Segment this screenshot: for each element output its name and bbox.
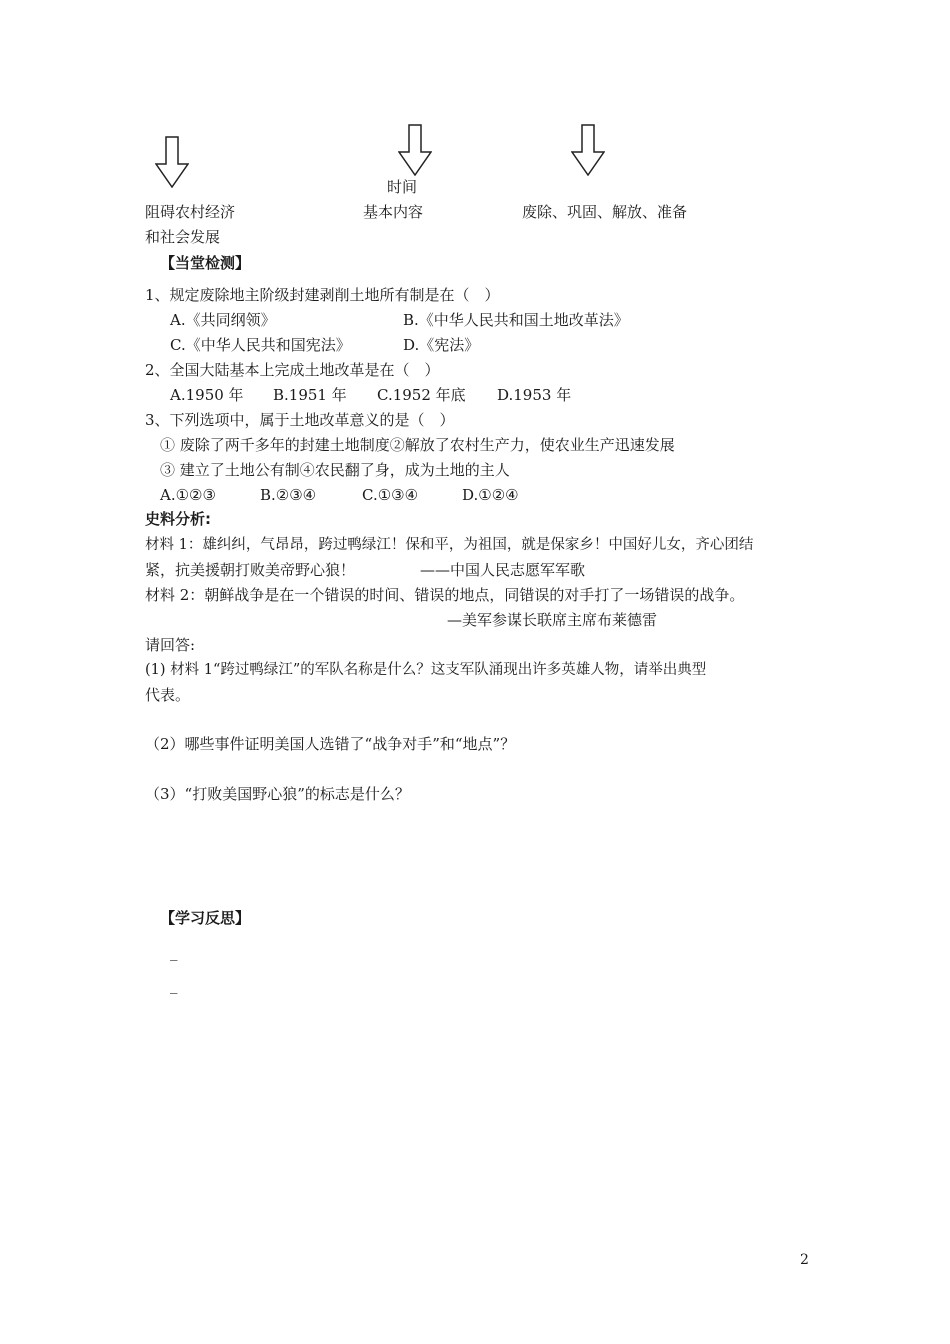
question-3-line-1: ① 废除了两千多年的封建土地制度②解放了农村生产力，使农业生产迅速发展 (160, 436, 675, 454)
question-1-option-b: B.《中华人民共和国土地改革法》 (403, 311, 629, 329)
reflection-answer-line-2: _ (170, 976, 178, 994)
analysis-question-2: （2）哪些事件证明美国人选错了“战争对手”和“地点”？ (145, 735, 516, 753)
question-3-option-a: A.①②③ (160, 486, 216, 504)
question-2-option-d: D.1953 年 (497, 386, 572, 404)
down-arrow-icon (398, 124, 432, 176)
answer-prompt: 请回答: (145, 636, 196, 654)
question-3-stem: 3、下列选项中，属于土地改革意义的是（ ） (145, 411, 455, 429)
question-1-option-c: C.《中华人民共和国宪法》 (170, 336, 351, 354)
analysis-question-1-line-1: (1) 材料 1“跨过鸭绿江”的军队名称是什么？这支军队涌现出许多英雄人物，请举出典型 (145, 662, 707, 678)
down-arrow-icon (155, 136, 189, 188)
question-2-stem: 2、全国大陆基本上完成土地改革是在（ ） (145, 361, 440, 379)
question-3-option-c: C.①③④ (362, 486, 419, 504)
question-3-option-b: B.②③④ (260, 486, 317, 504)
down-arrow-icon (571, 124, 605, 176)
question-2-option-a: A.1950 年 (170, 386, 244, 404)
material-2-source: —美军参谋长联席主席布莱德雷 (447, 611, 658, 629)
question-1-option-d: D.《宪法》 (403, 336, 480, 354)
question-3-line-2: ③ 建立了土地公有制④农民翻了身，成为土地的主人 (160, 461, 510, 479)
material-1-line-2: 紧，抗美援朝打败美帝野心狼！ (145, 561, 356, 579)
test-heading: 【当堂检测】 (160, 254, 251, 272)
question-2-option-c: C.1952 年底 (377, 386, 466, 404)
material-2: 材料 2：朝鲜战争是在一个错误的时间、错误的地点，同错误的对手打了一场错误的战争。 (145, 586, 745, 604)
flow-col1-line1: 阻碍农村经济 (145, 203, 236, 221)
question-3-option-d: D.①②④ (462, 486, 519, 504)
analysis-heading: 史料分析: (145, 510, 211, 528)
material-1-source: ——中国人民志愿军军歌 (420, 561, 586, 579)
flow-col1-line2: 和社会发展 (145, 228, 221, 246)
analysis-question-3: （3）“打败美国野心狼”的标志是什么？ (145, 785, 410, 803)
material-1-line-1: 材料 1：雄纠纠，气昂昂，跨过鸭绿江！保和平，为祖国，就是保家乡！中国好儿女，齐心团结 (145, 537, 754, 553)
question-1-option-a: A.《共同纲领》 (170, 311, 276, 329)
flow-col2: 基本内容 (363, 203, 424, 221)
question-2-option-b: B.1951 年 (273, 386, 347, 404)
question-1-stem: 1、规定废除地主阶级封建剥削土地所有制是在（ ） (145, 286, 500, 304)
flow-mid-label: 时间 (387, 178, 418, 196)
reflection-heading: 【学习反思】 (160, 909, 251, 927)
flow-col3: 废除、巩固、解放、准备 (522, 203, 688, 221)
page-number: 2 (800, 1252, 809, 1268)
reflection-answer-line-1: _ (170, 943, 178, 961)
analysis-question-1-line-2: 代表。 (145, 686, 191, 704)
